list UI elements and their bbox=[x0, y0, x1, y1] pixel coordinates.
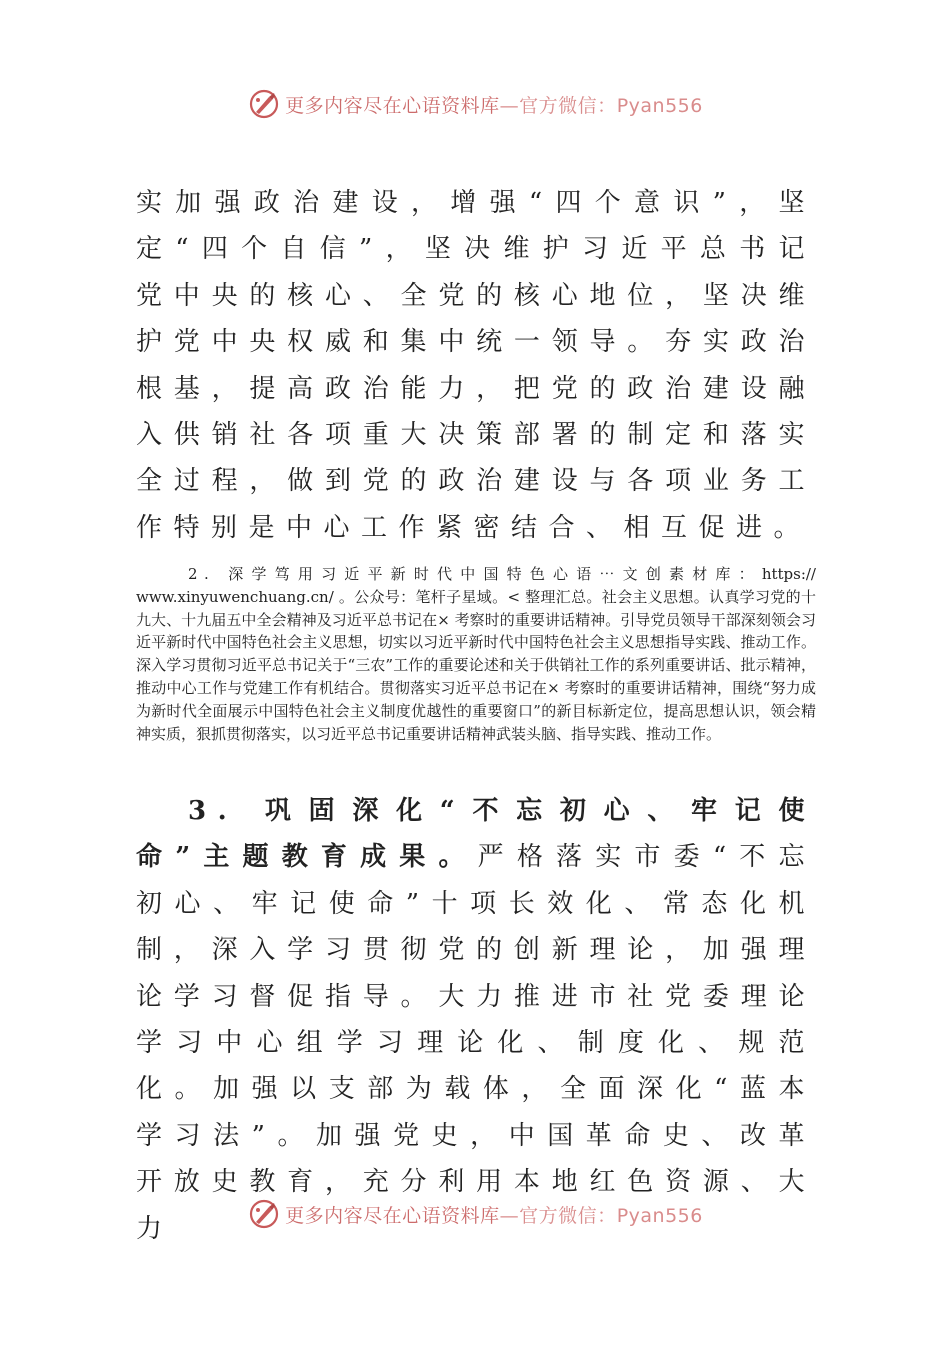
watermark-id: Pyan556 bbox=[616, 94, 703, 117]
paragraph-2 bbox=[136, 563, 816, 745]
watermark-label: 官方微信： bbox=[519, 1204, 617, 1227]
paragraph-2-heading: 2. 深学笃用习近平新时代中国特色心语⋯文创素材库： bbox=[188, 565, 762, 583]
paragraph-1: 实加强政治建设，增强“四个意识”，坚定“四个自信”，坚决维护习近平总书记党中央的核心、全党的核心地位，坚决维护党中央权威和集中统一领导。夯实政治根基，提高政治能力，把党的政治建设融入供销社各项重大决策部署的制定和落实全过程，做到党的政治建设与各项业务工作特别是中心工作紧密结合、相互促进。 bbox=[136, 188, 816, 543]
pen-logo-icon bbox=[247, 1197, 281, 1231]
paragraph-2-body: https:// www.xinyuwenchuang.cn/ 。公众号：笔杆子星域。< 整理汇总。社会主义思想。认真学习党的十九大、十九届五中全会精神及习近平总书记在× 考察时的重要讲话精神。引导党员领导干部深刻领会习近平新时代中国特色社会主义思想，切实以习近平新时代中国特色社会主义思想指导实践、推动工作。深入学习贯彻习近平总书记关于“三农”工作的重要论述和关于供销社工作的系列重要讲话、批示精神，推动中心工作与党建工作有机结合。贯彻落实习近平总书记在× 考察时的重要讲话精神，围绕“努力成为新时代全面展示中国特色社会主义制度优越性的重要窗口”的新目标新定位，提高思想认识，领会精神实质，狠抓贯彻落实，以习近平总书记重要讲话精神武装头脑、指导实践、推动工作。 bbox=[136, 565, 816, 743]
footer-watermark bbox=[0, 1194, 950, 1234]
watermark-text bbox=[285, 1201, 703, 1228]
watermark-separator: — bbox=[499, 94, 520, 117]
header-watermark bbox=[0, 84, 950, 124]
watermark-separator: — bbox=[499, 1204, 520, 1227]
paragraph-3-heading: 3. 巩固深化“不忘初心、牢记使命”主题教育成果。 bbox=[136, 796, 816, 873]
watermark-text bbox=[285, 91, 703, 118]
watermark-label: 官方微信： bbox=[519, 94, 617, 117]
pen-logo-icon bbox=[247, 87, 281, 121]
watermark-id: Pyan556 bbox=[616, 1204, 703, 1227]
watermark-brand: 更多内容尽在心语资料库 bbox=[285, 1204, 500, 1227]
paragraph-3-body: 严格落实市委“不忘初心、牢记使命”十项长效化、常态化机制，深入学习贯彻党的创新理论，加强理论学习督促指导。大力推进市社党委理论学习中心组学习理论化、制度化、规范化。加强以支部为载体，全面深化“蓝本学习法”。加强党史，中国革命史、改革开放史教育，充分利用本地红色资源、大力 bbox=[136, 842, 816, 1244]
paragraph-3 bbox=[136, 788, 816, 1252]
watermark-brand: 更多内容尽在心语资料库 bbox=[285, 94, 500, 117]
